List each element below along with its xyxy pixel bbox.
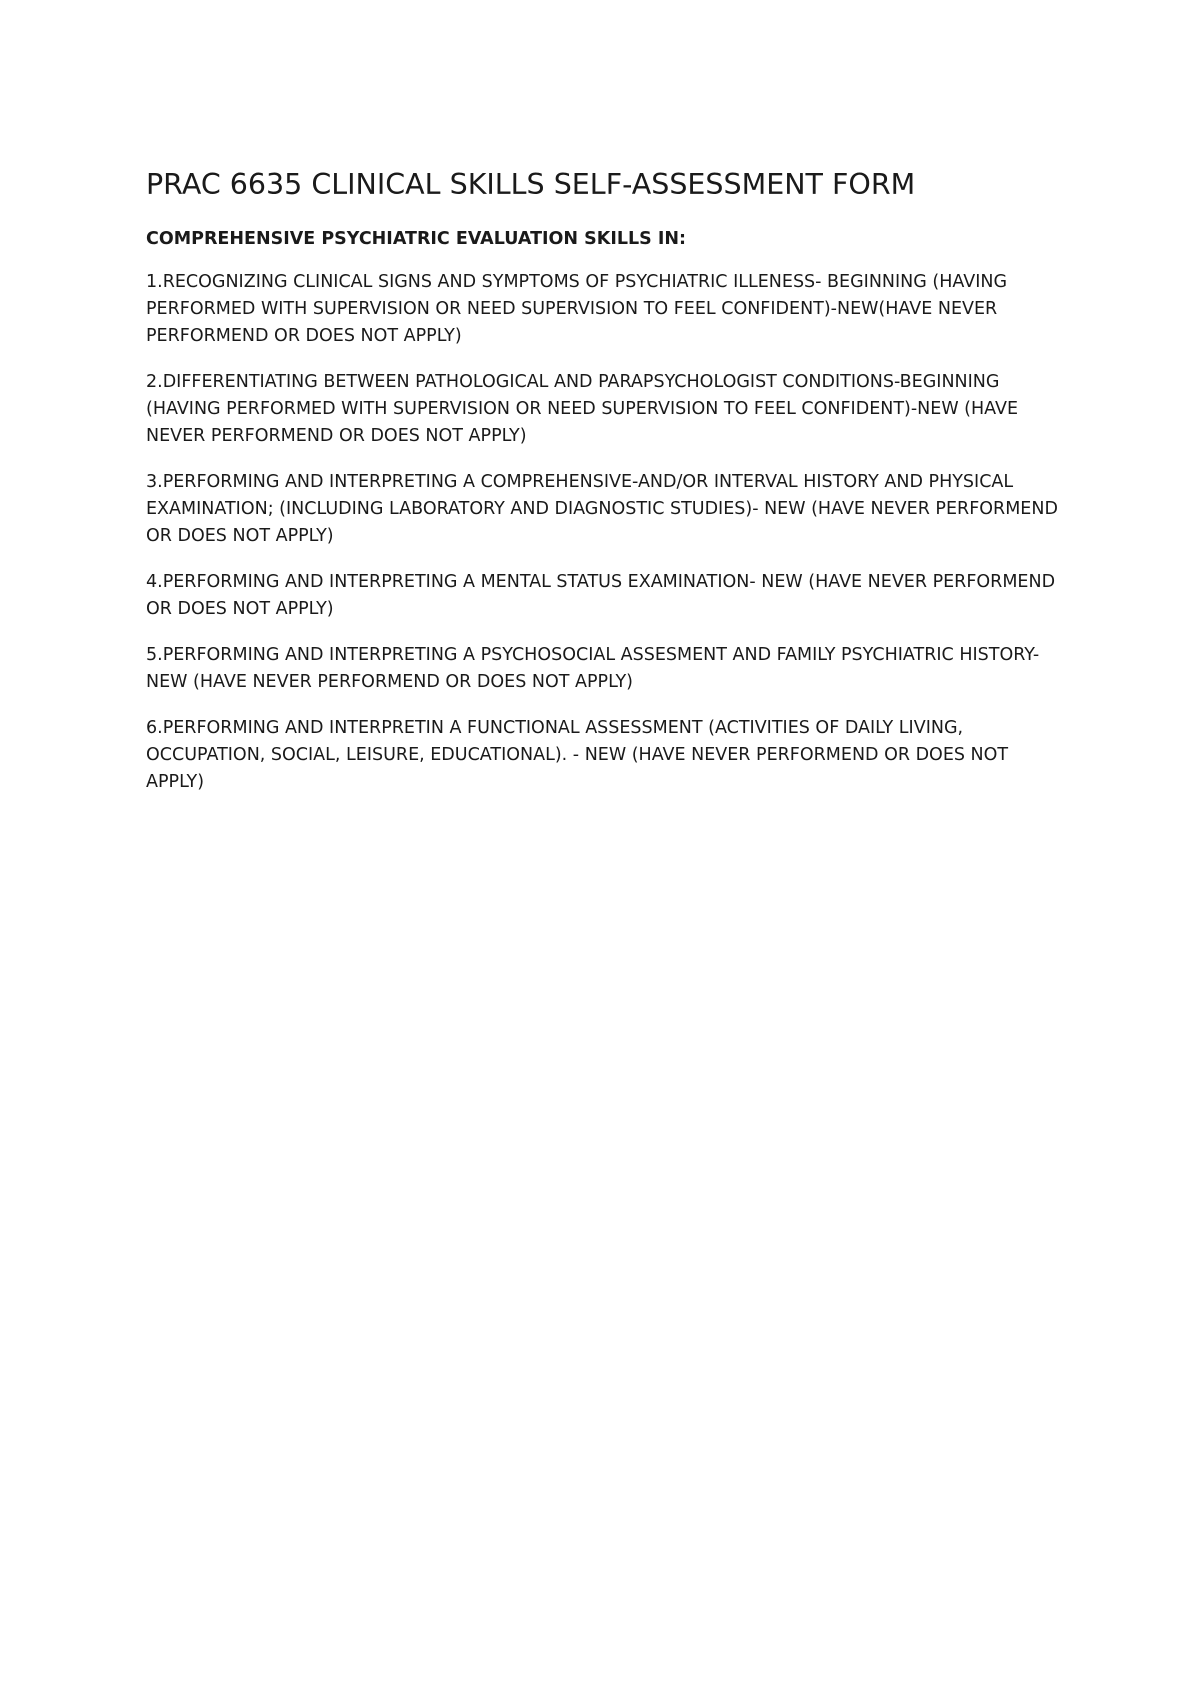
skill-item-2: 2.DIFFERENTIATING BETWEEN PATHOLOGICAL AND PARAPSYCHOLOGIST CONDITIONS-BEGINNING (HAVING PERFORMED WITH SUPERVISION OR NEED SUPERVISION TO FEEL CONFIDENT)-NEW (HAVE NEVER PERFORMEND OR DOES NOT APPLY) <box>146 372 1019 446</box>
document-title: PRAC 6635 CLINICAL SKILLS SELF-ASSESSMENT FORM <box>146 168 916 201</box>
skill-item-3: 3.PERFORMING AND INTERPRETING A COMPREHENSIVE-AND/OR INTERVAL HISTORY AND PHYSICAL EXAMINATION; (INCLUDING LABORATORY AND DIAGNOSTIC STUDIES)- NEW (HAVE NEVER PERFORMEND OR DOES NOT APPLY) <box>146 472 1058 546</box>
skill-item-5: 5.PERFORMING AND INTERPRETING A PSYCHOSOCIAL ASSESMENT AND FAMILY PSYCHIATRIC HISTORY- NEW (HAVE NEVER PERFORMEND OR DOES NOT APPLY) <box>146 645 1040 692</box>
skill-item-4: 4.PERFORMING AND INTERPRETING A MENTAL STATUS EXAMINATION- NEW (HAVE NEVER PERFORMEND OR DOES NOT APPLY) <box>146 572 1056 619</box>
skill-item-6: 6.PERFORMING AND INTERPRETIN A FUNCTIONAL ASSESSMENT (ACTIVITIES OF DAILY LIVING, OCCUPATION, SOCIAL, LEISURE, EDUCATIONAL). - NEW (HAVE NEVER PERFORMEND OR DOES NOT APPLY) <box>146 718 1009 792</box>
skill-item-1: 1.RECOGNIZING CLINICAL SIGNS AND SYMPTOMS OF PSYCHIATRIC ILLENESS- BEGINNING (HAVING PERFORMED WITH SUPERVISION OR NEED SUPERVISION TO FEEL CONFIDENT)-NEW(HAVE NEVER PERFORMEND OR DOES NOT APPLY) <box>146 272 1008 346</box>
skills-list <box>146 269 1060 796</box>
section-heading: COMPREHENSIVE PSYCHIATRIC EVALUATION SKILLS IN: <box>146 229 686 249</box>
